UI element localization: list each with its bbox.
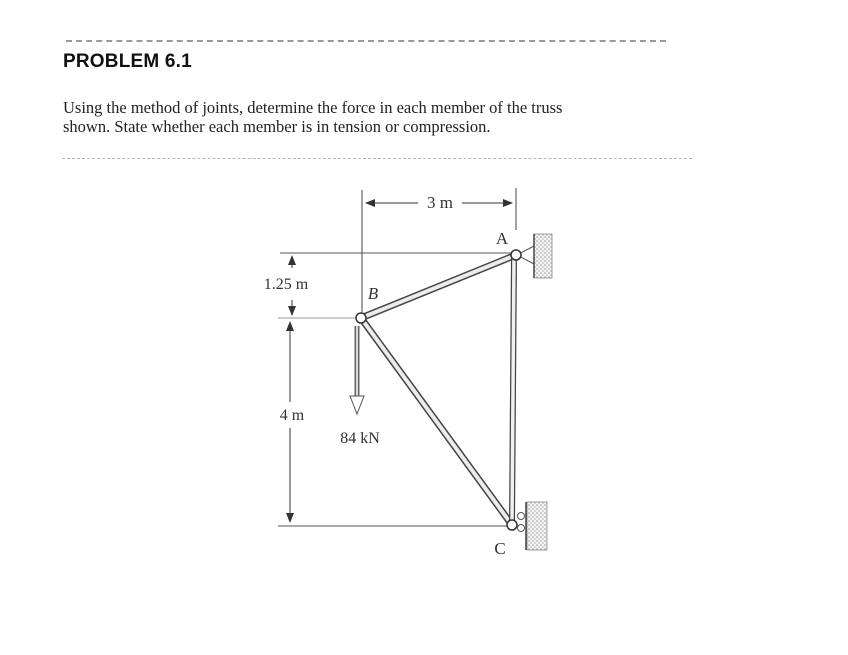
joint-b-pin [356,313,366,323]
load-arrow [350,326,364,414]
joint-c-pin [507,520,517,530]
joint-a-pin [511,250,521,260]
dimension-4m [280,322,305,522]
joint-a-label: A [495,229,509,248]
dimension-1-25m [264,256,309,315]
load-label: 84 kN [340,430,380,447]
joint-b-label: B [367,284,379,303]
dimension-1-25m-label: 1.25 m [263,276,309,293]
problem-title: PROBLEM 6.1 [63,51,192,72]
support-c [518,502,548,550]
dimension-3m-label: 3 m [427,193,453,212]
dimension-4m-label: 4 m [279,407,305,424]
member-ab [361,255,516,318]
member-ac [512,256,514,524]
statement-line-1: Using the method of joints, determine the force in each member of the truss [63,98,563,117]
joint-c-label: C [494,539,506,558]
support-a [517,234,552,278]
statement-line-2: shown. State whether each member is in tension or compression. [63,117,491,136]
member-bc [361,318,512,525]
